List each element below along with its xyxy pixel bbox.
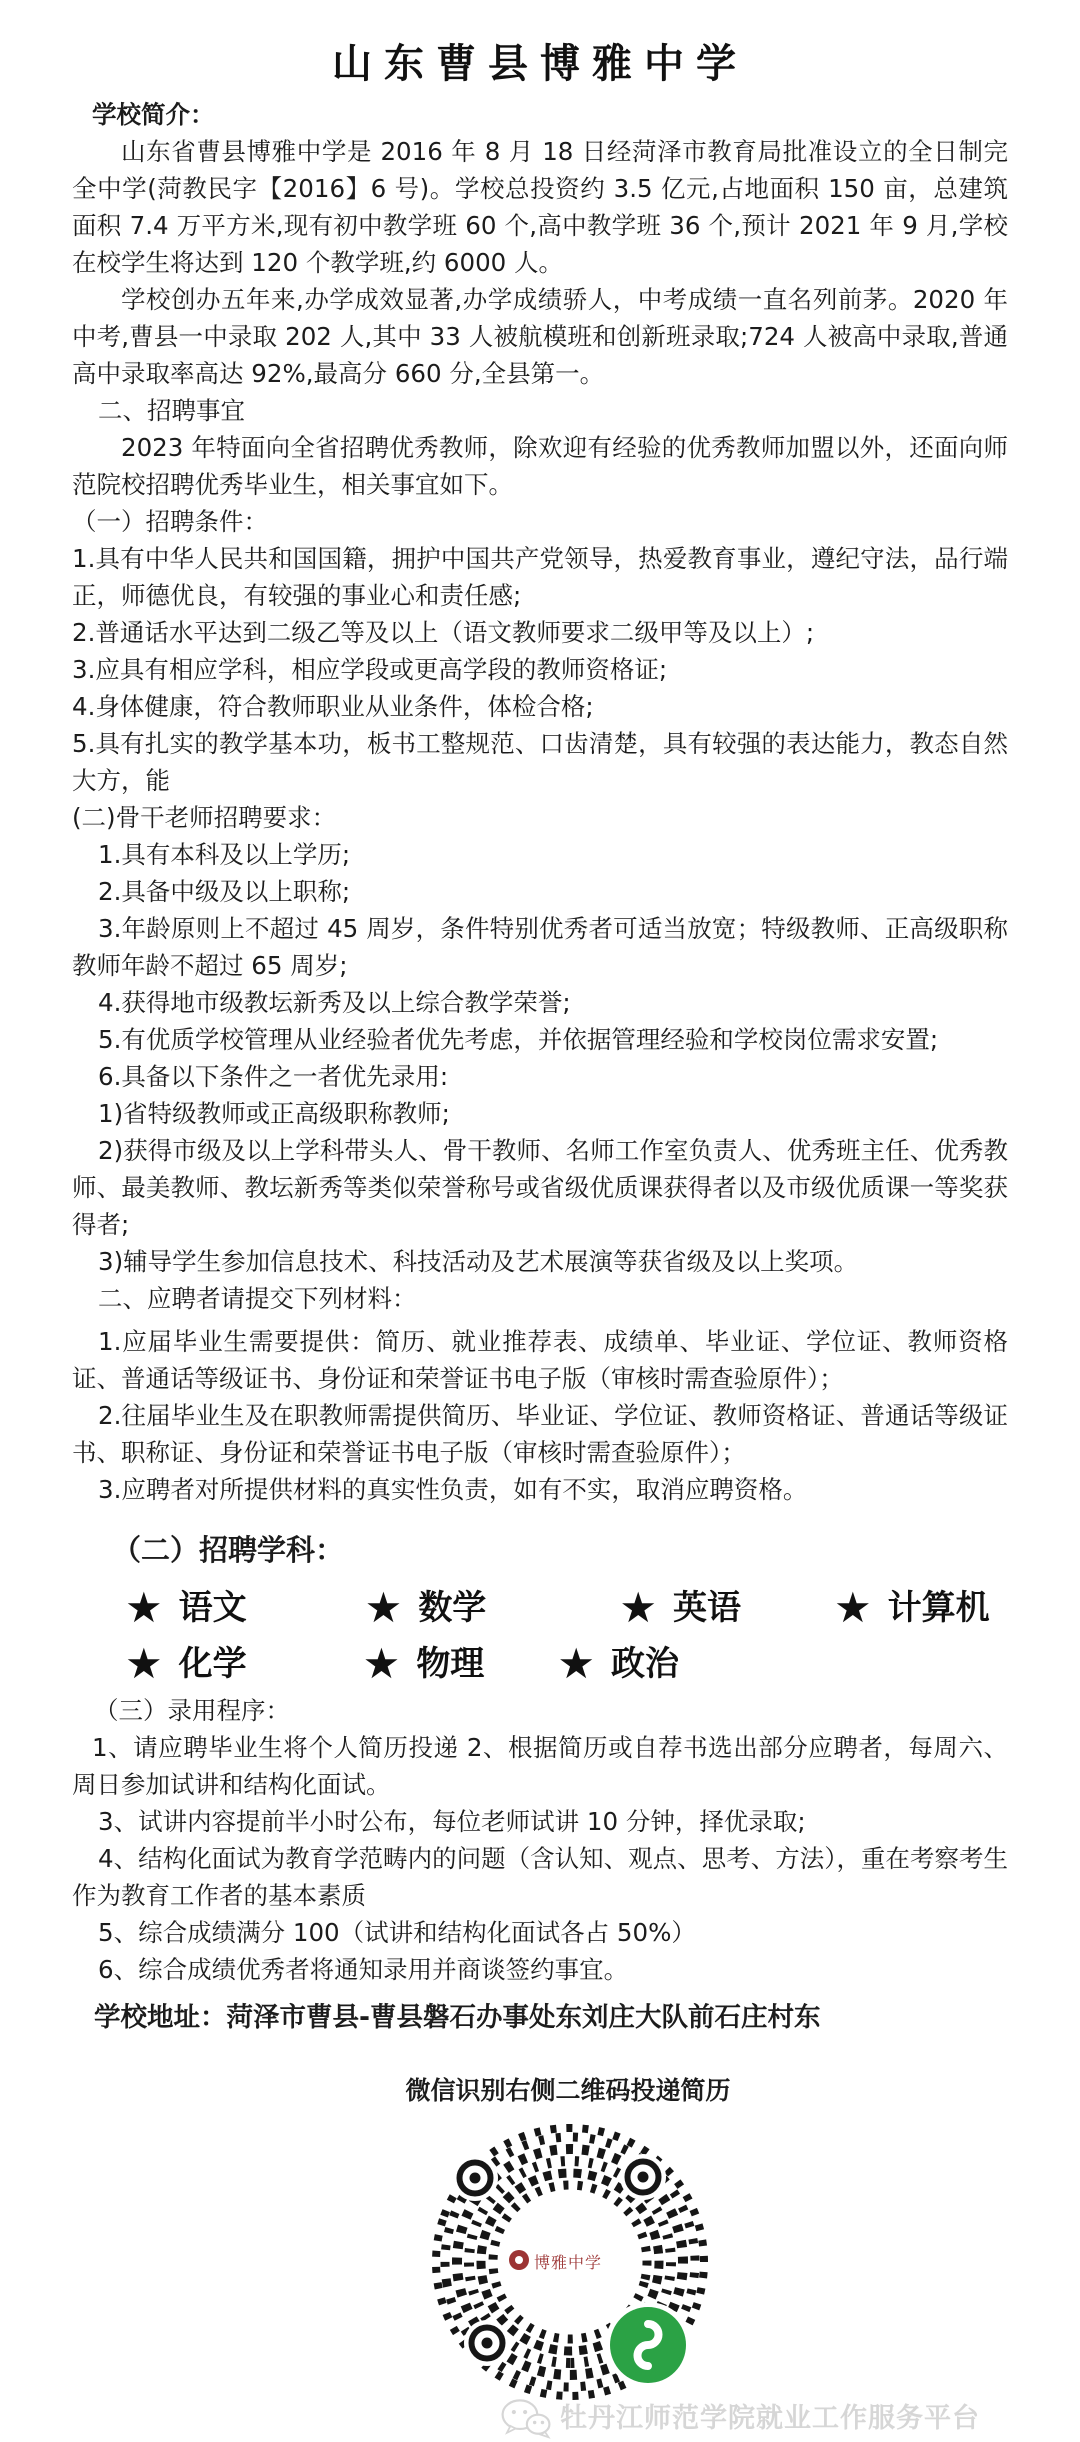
subject-item — [834, 1584, 990, 1632]
intro-paragraph: 学校创办五年来,办学成效显著,办学成绩骄人，中考成绩一直名列前茅。2020 年中考,曹县一中录取 202 人,其中 33 人被航模班和创新班录取;724 人被高中录取,普通高中录取率高达 92%,最高分 660 分,全县第一。 — [72, 285, 1008, 388]
backbone-item: 3.年龄原则上不超过 45 周岁，条件特别优秀者可适当放宽；特级教师、正高级职称教师年龄不超过 65 周岁; — [72, 914, 1008, 980]
backbone-subitem: 2)获得市级及以上学科带头人、骨干教师、名师工作室负责人、优秀班主任、优秀教师、最美教师、教坛新秀等类似荣誉称号或省级优质课获得者以及市级优质课一等奖获得者; — [72, 1136, 1008, 1239]
wechat-qr-code-image — [430, 2122, 710, 2402]
qr-caption: 微信识别右侧二维码投递简历 — [405, 2076, 731, 2105]
star-icon: ★ — [125, 1639, 163, 1688]
material-item: 2.往届毕业生及在职教师需提供简历、毕业证、学位证、教师资格证、普通话等级证书、职称证、身份证和荣誉证书电子版（审核时需查验原件）； — [72, 1401, 1008, 1467]
backbone-item: 1.具有本科及以上学历; — [98, 840, 351, 869]
subjects-row-2 — [72, 1640, 1008, 1688]
subject-item — [125, 1584, 247, 1632]
star-icon: ★ — [833, 1583, 872, 1632]
backbone-subitem: 1)省特级教师或正高级职称教师; — [98, 1099, 450, 1128]
wechat-icon — [500, 2396, 552, 2442]
star-icon: ★ — [362, 1639, 401, 1688]
materials-heading: 二、应聘者请提交下列材料： — [98, 1284, 417, 1313]
qr-code-container — [72, 2122, 1008, 2402]
procedure-item: 3、试讲内容提前半小时公布，每位老师试讲 10 分钟，择优录取; — [98, 1807, 806, 1836]
material-item: 1.应届毕业生需要提供：简历、就业推荐表、成绩单、毕业证、学位证、教师资格证、普通话等级证书、身份证和荣誉证书电子版（审核时需查验原件）； — [72, 1327, 1008, 1393]
qr-center-seal — [509, 2250, 602, 2272]
subject-item — [363, 1640, 485, 1688]
backbone-item: 4.获得地市级教坛新秀及以上综合教学荣誉; — [98, 988, 571, 1017]
star-icon: ★ — [125, 1583, 163, 1632]
conditions-heading: （一）招聘条件： — [72, 507, 268, 536]
qr-caption-wrap — [72, 2072, 1008, 2110]
backbone-item: 2.具备中级及以上职称; — [98, 877, 351, 906]
backbone-item: 5.有优质学校管理从业经验者优先考虑，并依据管理经验和学校岗位需求安置; — [98, 1025, 939, 1054]
qr-center-label: 博雅中学 — [534, 2253, 603, 2272]
subject-item — [365, 1584, 487, 1632]
page-title: 山东曹县博雅中学 — [332, 41, 748, 87]
star-icon: ★ — [557, 1639, 595, 1688]
school-address: 学校地址：菏泽市曹县-曹县磐石办事处东刘庄大队前石庄村东 — [94, 2002, 821, 2033]
backbone-subitem: 3)辅导学生参加信息技术、科技活动及艺术展演等获省级及以上奖项。 — [98, 1247, 859, 1276]
subject-item — [619, 1584, 741, 1632]
backbone-item: 6.具备以下条件之一者优先录用: — [98, 1062, 449, 1091]
condition-item: 3.应具有相应学科，相应学段或更高学段的教师资格证; — [72, 655, 668, 684]
subject-label: 英语 — [672, 1588, 741, 1628]
condition-item: 2.普通话水平达到二级乙等及以上（语文教师要求二级甲等及以上）; — [72, 618, 815, 647]
backbone-heading: (二)骨干老师招聘要求： — [72, 803, 337, 832]
procedure-item: 1、请应聘毕业生将个人简历投递 2、根据简历或自荐书选出部分应聘者，每周六、周日参加试讲和结构化面试。 — [72, 1733, 1008, 1799]
subject-label: 政治 — [610, 1644, 679, 1684]
subjects-heading: （二）招聘学科： — [112, 1533, 345, 1567]
wechat-miniprogram-icon — [605, 2302, 691, 2388]
procedure-heading: （三）录用程序： — [94, 1696, 290, 1725]
subject-label: 化学 — [178, 1644, 247, 1684]
procedure-item: 6、综合成绩优秀者将通知录用并商谈签约事宜。 — [98, 1955, 629, 1984]
platform-watermark — [72, 2396, 1008, 2442]
intro-heading: 学校简介： — [92, 100, 215, 129]
condition-item: 5.具有扎实的教学基本功，板书工整规范、口齿清楚，具有较强的表达能力，教态自然大方，能 — [72, 729, 1008, 795]
subject-item — [125, 1640, 247, 1688]
material-item: 3.应聘者对所提供材料的真实性负责，如有不实，取消应聘资格。 — [98, 1475, 808, 1504]
star-icon: ★ — [364, 1583, 403, 1632]
notice-paragraph: 2023 年特面向全省招聘优秀教师，除欢迎有经验的优秀教师加盟以外，还面向师范院校招聘优秀毕业生，相关事宜如下。 — [72, 433, 1008, 499]
condition-item: 4.身体健康，符合教师职业从业条件，体检合格; — [72, 692, 594, 721]
subject-item — [557, 1640, 679, 1688]
procedure-item: 5、综合成绩满分 100（试讲和结构化面试各占 50%） — [98, 1918, 696, 1947]
subject-label: 物理 — [416, 1644, 485, 1684]
procedure-item: 4、结构化面试为教育学范畴内的问题（含认知、观点、思考、方法），重在考察考生作为教育工作者的基本素质 — [72, 1844, 1008, 1910]
condition-item: 1.具有中华人民共和国国籍，拥护中国共产党领导，热爱教育事业，遵纪守法，品行端正，师德优良，有较强的事业心和责任感; — [72, 544, 1008, 610]
intro-paragraph: 山东省曹县博雅中学是 2016 年 8 月 18 日经菏泽市教育局批准设立的全日制完全中学(菏教民字【2016】6 号)。学校总投资约 3.5 亿元,占地面积 150 亩，总建筑面积 7.4 万平方米,现有初中教学班 60 个,高中教学班 36 个,预计 2021 年 9 月,学校在校学生将达到 120 个教学班,约 6000 人。 — [72, 137, 1008, 277]
subject-label: 计算机 — [887, 1588, 990, 1628]
notice-heading: 二、招聘事宜 — [98, 396, 245, 425]
platform-name: 牡丹江师范学院就业工作服务平台 — [560, 2403, 980, 2434]
star-icon: ★ — [619, 1583, 657, 1632]
subject-label: 数学 — [418, 1588, 487, 1628]
subject-label: 语文 — [178, 1588, 247, 1628]
subjects-row-1 — [72, 1584, 1008, 1632]
